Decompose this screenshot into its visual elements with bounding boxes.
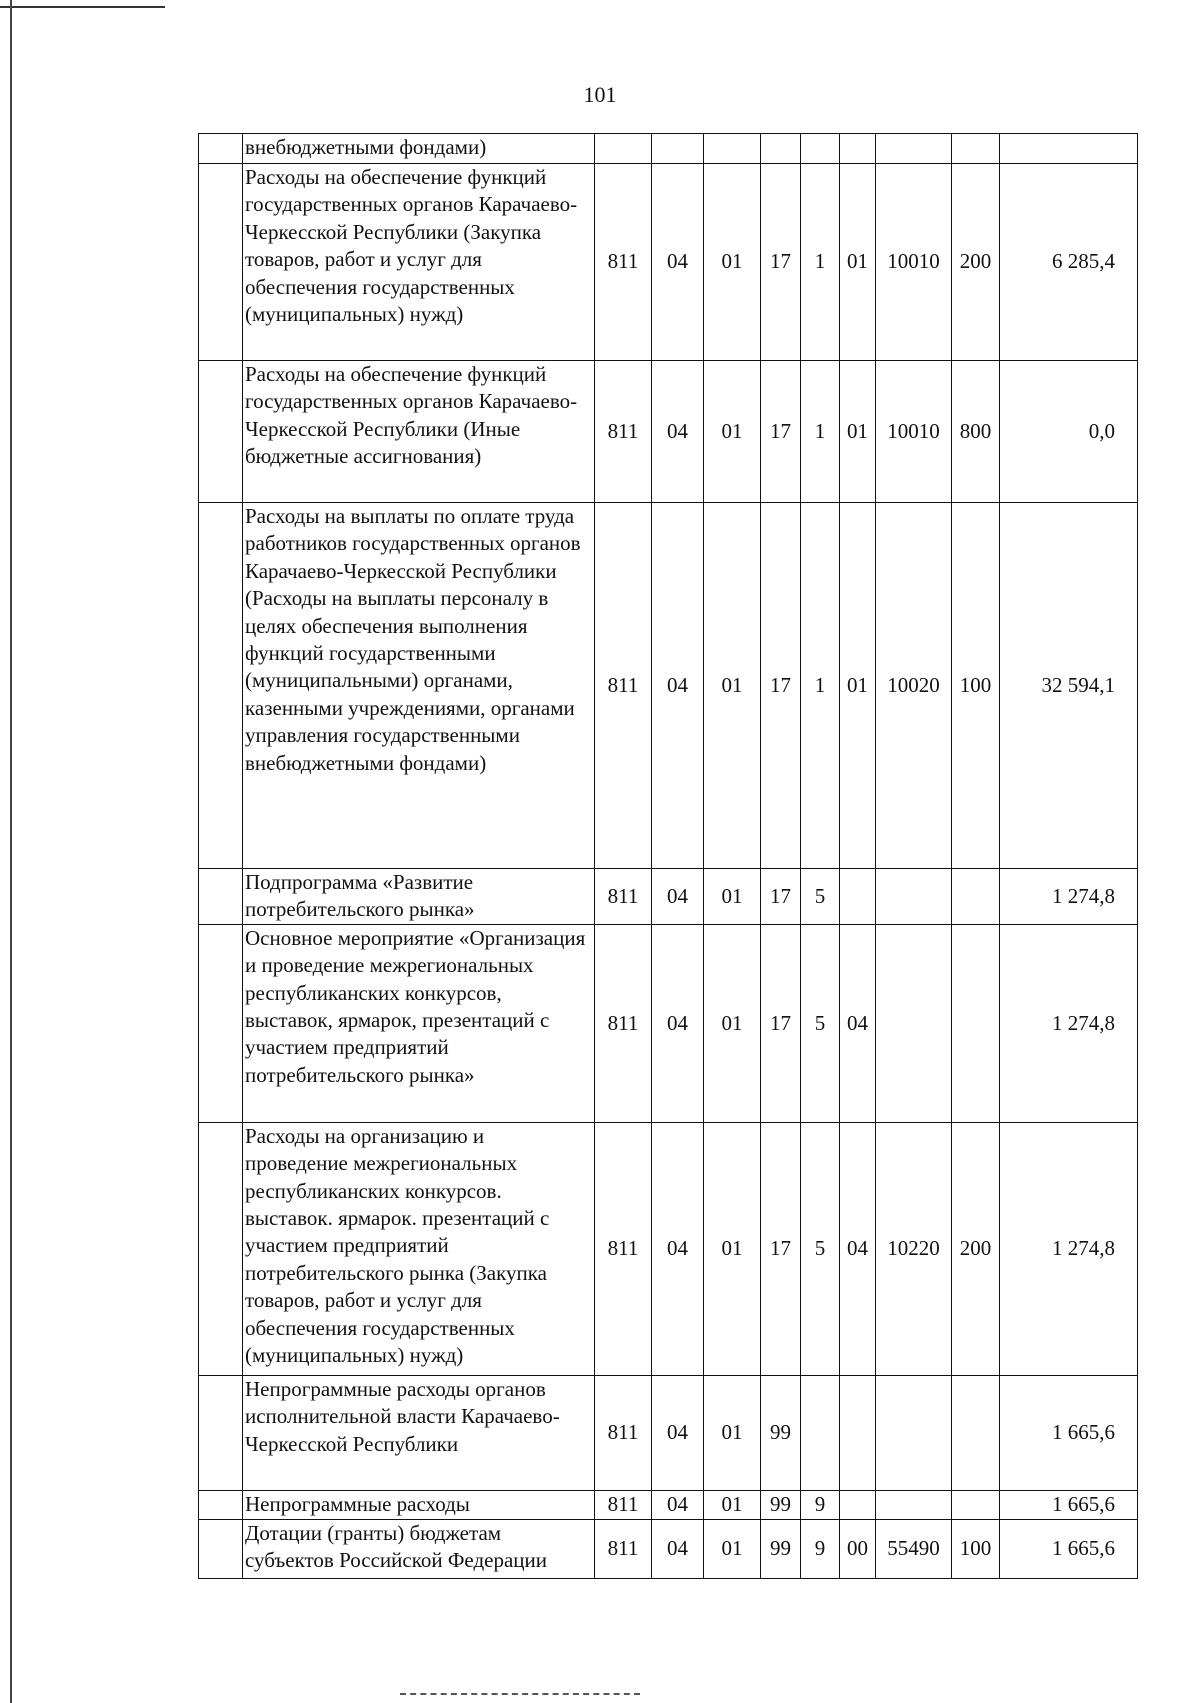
section-code-cell: 04	[652, 924, 704, 1122]
subsection-code-cell: 01	[704, 361, 761, 503]
direction-code-cell: 10010	[876, 164, 952, 361]
activity-code-cell: 01	[840, 503, 876, 869]
section-code-cell: 04	[652, 164, 704, 361]
subprogram-code-cell: 5	[801, 1122, 840, 1375]
expense-type-cell: 800	[952, 361, 1000, 503]
program-code-cell: 99	[761, 1375, 801, 1490]
table-row	[199, 134, 1138, 164]
activity-code-cell: 04	[840, 924, 876, 1122]
subsection-code-cell: 01	[704, 164, 761, 361]
description-cell: Подпрограмма «Развитие потребительского рынка»	[243, 869, 595, 925]
expense-type-cell	[952, 869, 1000, 925]
subprogram-code-cell: 5	[801, 869, 840, 925]
description-cell: Расходы на обеспечение функций государственных органов Карачаево-Черкесской Республики (Иные бюджетные ассигнования)	[243, 361, 595, 503]
program-code-cell: 17	[761, 869, 801, 925]
expense-type-cell	[952, 1375, 1000, 1490]
program-code-cell: 17	[761, 503, 801, 869]
table-row	[199, 361, 1138, 503]
row-number-cell	[199, 1490, 243, 1519]
amount-cell: 6 285,4	[1000, 164, 1138, 361]
ministry-code-cell	[595, 134, 652, 164]
description-cell: Непрограммные расходы органов исполнительной власти Карачаево-Черкесской Республики	[243, 1375, 595, 1490]
ministry-code-cell: 811	[595, 1122, 652, 1375]
scan-edge-line	[10, 0, 12, 1703]
table-row	[199, 503, 1138, 869]
ministry-code-cell: 811	[595, 869, 652, 925]
amount-cell: 1 665,6	[1000, 1490, 1138, 1519]
description-cell: Расходы на организацию и проведение межрегиональных республиканских конкурсов. выставок. ярмарок. презентаций с участием предприятий потребительского рынка (Закупка товаров, работ и услуг для обеспечения государственных (муниципальных) нужд)	[243, 1122, 595, 1375]
description-cell: Непрограммные расходы	[243, 1490, 595, 1519]
section-code-cell	[652, 134, 704, 164]
subprogram-code-cell: 9	[801, 1490, 840, 1519]
subsection-code-cell: 01	[704, 924, 761, 1122]
expense-type-cell	[952, 134, 1000, 164]
direction-code-cell	[876, 134, 952, 164]
subprogram-code-cell: 5	[801, 924, 840, 1122]
subsection-code-cell	[704, 134, 761, 164]
direction-code-cell	[876, 869, 952, 925]
program-code-cell: 99	[761, 1490, 801, 1519]
expense-type-cell	[952, 924, 1000, 1122]
amount-cell: 1 274,8	[1000, 924, 1138, 1122]
subprogram-code-cell: 1	[801, 361, 840, 503]
ministry-code-cell: 811	[595, 1490, 652, 1519]
subprogram-code-cell	[801, 134, 840, 164]
ministry-code-cell: 811	[595, 503, 652, 869]
amount-cell: 1 665,6	[1000, 1519, 1138, 1578]
budget-table	[198, 133, 1138, 1579]
amount-cell: 1 274,8	[1000, 1122, 1138, 1375]
row-number-cell	[199, 503, 243, 869]
row-number-cell	[199, 361, 243, 503]
amount-cell: 32 594,1	[1000, 503, 1138, 869]
ministry-code-cell: 811	[595, 1519, 652, 1578]
direction-code-cell: 10020	[876, 503, 952, 869]
expense-type-cell	[952, 1490, 1000, 1519]
activity-code-cell	[840, 869, 876, 925]
description-cell: Дотации (гранты) бюджетам субъектов Российской Федерации	[243, 1519, 595, 1578]
subprogram-code-cell: 1	[801, 164, 840, 361]
direction-code-cell: 10010	[876, 361, 952, 503]
table-row	[199, 1519, 1138, 1578]
direction-code-cell	[876, 1490, 952, 1519]
row-number-cell	[199, 924, 243, 1122]
description-cell: внебюджетными фондами)	[243, 134, 595, 164]
activity-code-cell: 00	[840, 1519, 876, 1578]
program-code-cell: 17	[761, 1122, 801, 1375]
ministry-code-cell: 811	[595, 164, 652, 361]
expense-type-cell: 200	[952, 164, 1000, 361]
description-cell: Расходы на выплаты по оплате труда работников государственных органов Карачаево-Черкесской Республики (Расходы на выплаты персоналу в целях обеспечения выполнения функций государственными (муниципальными) органами, казенными учреждениями, органами управления государственными внебюджетными фондами)	[243, 503, 595, 869]
table-row	[199, 1375, 1138, 1490]
amount-cell: 0,0	[1000, 361, 1138, 503]
row-number-cell	[199, 869, 243, 925]
subsection-code-cell: 01	[704, 1519, 761, 1578]
amount-cell	[1000, 134, 1138, 164]
ministry-code-cell: 811	[595, 924, 652, 1122]
section-code-cell: 04	[652, 869, 704, 925]
scan-edge-line	[0, 6, 165, 8]
subprogram-code-cell	[801, 1375, 840, 1490]
row-number-cell	[199, 1122, 243, 1375]
table-row	[199, 1122, 1138, 1375]
row-number-cell	[199, 164, 243, 361]
activity-code-cell: 01	[840, 361, 876, 503]
activity-code-cell: 04	[840, 1122, 876, 1375]
program-code-cell: 99	[761, 1519, 801, 1578]
section-code-cell: 04	[652, 1519, 704, 1578]
amount-cell: 1 665,6	[1000, 1375, 1138, 1490]
row-number-cell	[199, 1375, 243, 1490]
subsection-code-cell: 01	[704, 1122, 761, 1375]
activity-code-cell	[840, 134, 876, 164]
ministry-code-cell: 811	[595, 1375, 652, 1490]
section-code-cell: 04	[652, 503, 704, 869]
row-number-cell	[199, 134, 243, 164]
subsection-code-cell: 01	[704, 1490, 761, 1519]
subsection-code-cell: 01	[704, 1375, 761, 1490]
description-cell: Расходы на обеспечение функций государственных органов Карачаево-Черкесской Республики (Закупка товаров, работ и услуг для обеспечения государственных (муниципальных) нужд)	[243, 164, 595, 361]
subsection-code-cell: 01	[704, 503, 761, 869]
table-row	[199, 869, 1138, 925]
expense-type-cell: 200	[952, 1122, 1000, 1375]
activity-code-cell	[840, 1375, 876, 1490]
program-code-cell: 17	[761, 924, 801, 1122]
section-code-cell: 04	[652, 361, 704, 503]
section-code-cell: 04	[652, 1490, 704, 1519]
subprogram-code-cell: 1	[801, 503, 840, 869]
expense-type-cell: 100	[952, 1519, 1000, 1578]
section-code-cell: 04	[652, 1122, 704, 1375]
activity-code-cell: 01	[840, 164, 876, 361]
description-cell: Основное мероприятие «Организация и проведение межрегиональных республиканских конкурсов, выставок, ярмарок, презентаций с участием предприятий потребительского рынка»	[243, 924, 595, 1122]
subprogram-code-cell: 9	[801, 1519, 840, 1578]
table-row	[199, 924, 1138, 1122]
row-number-cell	[199, 1519, 243, 1578]
amount-cell: 1 274,8	[1000, 869, 1138, 925]
direction-code-cell: 10220	[876, 1122, 952, 1375]
direction-code-cell: 55490	[876, 1519, 952, 1578]
program-code-cell: 17	[761, 361, 801, 503]
ministry-code-cell: 811	[595, 361, 652, 503]
program-code-cell	[761, 134, 801, 164]
activity-code-cell	[840, 1490, 876, 1519]
scan-edge-line	[400, 1693, 640, 1695]
table-row	[199, 1490, 1138, 1519]
table-row	[199, 164, 1138, 361]
expense-type-cell: 100	[952, 503, 1000, 869]
section-code-cell: 04	[652, 1375, 704, 1490]
page-number: 101	[583, 82, 617, 107]
direction-code-cell	[876, 924, 952, 1122]
program-code-cell: 17	[761, 164, 801, 361]
direction-code-cell	[876, 1375, 952, 1490]
subsection-code-cell: 01	[704, 869, 761, 925]
